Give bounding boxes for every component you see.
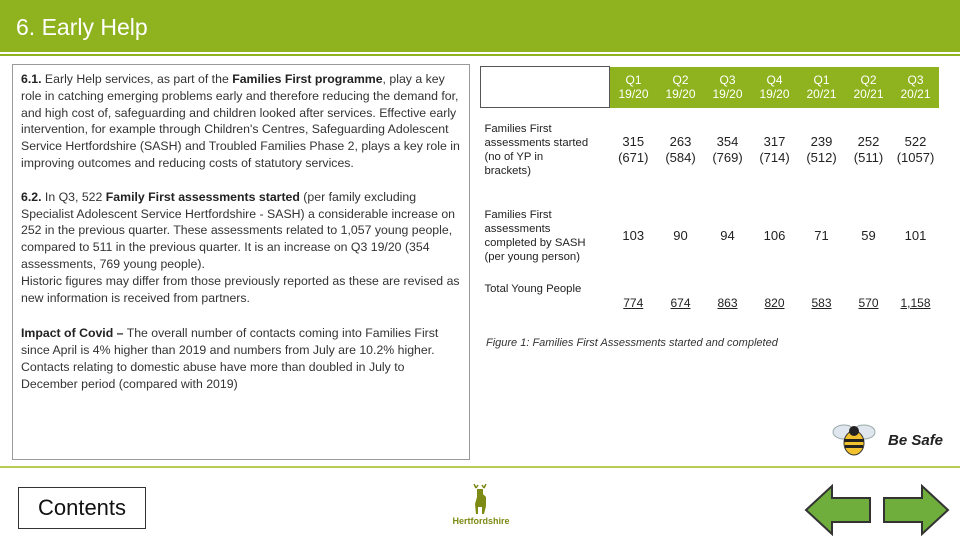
contents-button[interactable]: Contents [18, 487, 146, 529]
table-corner-cell [481, 67, 610, 108]
hertfordshire-logo [448, 484, 514, 528]
table-cell: 674 [670, 296, 691, 310]
table-cell: 863 [717, 296, 738, 310]
column-header: Q3 19/20 [704, 67, 751, 108]
table-row [481, 108, 940, 193]
table-cell: 239 (512) [806, 133, 837, 165]
stag-icon [448, 484, 514, 516]
column-header: Q1 19/20 [610, 67, 658, 108]
paragraph-emphasis: Families First programme [232, 72, 383, 86]
table-cell: 103 [622, 228, 645, 243]
paragraph-emphasis: Impact of Covid – [21, 326, 124, 341]
table-cell: 317 (714) [759, 133, 790, 165]
paragraph-text: (per family excluding Specialist Adolescent Service Hertfordshire - SASH) a considerable increase on 252 in the previous quarter. These assessments related to 1,057 young people, compared to 511 in the previous quarter. It is an increase on Q3 19/20 (354 assessments, 769 young people). [21, 189, 456, 271]
logo-text: Hertfordshire [452, 516, 510, 526]
narrative-panel [12, 64, 470, 460]
paragraph-covid-impact [21, 325, 461, 392]
page-header [0, 0, 960, 56]
table-row [481, 192, 940, 280]
paragraph-number: 6.1. [21, 72, 42, 86]
row-label: Families First assessments completed by SASH (per young person) [484, 209, 586, 263]
column-header: Q1 20/21 [798, 67, 845, 108]
table-header-row [481, 67, 940, 108]
table-cell: 315 (671) [618, 133, 649, 165]
figure-caption: Figure 1: Families First Assessments started and completed [486, 337, 778, 349]
table-cell: 71 [814, 228, 829, 243]
paragraph-text: The overall number of contacts coming into Families First since April is 4% higher than 2019 and numbers from July are 10.2% higher. Contacts relating to domestic abuse have more than doubled in July to December period (compared with 2019) [21, 326, 439, 391]
table-cell: 101 [904, 228, 927, 243]
column-header: Q2 19/20 [657, 67, 704, 108]
page-title: 6. Early Help [16, 14, 148, 40]
table-cell: 106 [763, 228, 786, 243]
paragraph-text: Early Help services, as part of the [41, 72, 233, 86]
row-label: Families First assessments started (no of YP in brackets) [484, 123, 589, 177]
column-header: Q2 20/21 [845, 67, 892, 108]
table-cell: 570 [858, 296, 879, 310]
right-arrow-icon[interactable] [880, 484, 950, 536]
paragraph-6-2 [21, 189, 461, 307]
table-cell: 90 [673, 228, 688, 243]
table-cell: 252 (511) [853, 133, 884, 165]
header-divider [0, 52, 960, 54]
be-safe-badge [826, 420, 956, 460]
column-header: Q3 20/21 [892, 67, 939, 108]
table-cell: 354 (769) [712, 133, 743, 165]
paragraph-emphasis: Family First assessments started [105, 189, 300, 204]
table-cell: 522 (1057) [896, 133, 935, 165]
paragraph-text: , play a key role in catching emerging problems early and therefore reducing the demand for, and high cost of, safeguarding and children looked after services. Effective early intervention, for example through Children's Centres, Safeguarding Adolescent Service Hertfordshire (SASH) and Troubled Families Phase 2, plays a key role in improving outcomes and reducing costs of statutory services. [21, 72, 460, 170]
table-cell: 820 [764, 296, 785, 310]
table-cell: 1,158 [900, 296, 931, 310]
assessments-table [480, 66, 939, 326]
table-cell: 59 [861, 228, 876, 243]
be-safe-label: Be Safe [888, 432, 944, 449]
left-arrow-icon[interactable] [804, 484, 874, 536]
row-label: Total Young People [484, 283, 582, 295]
footer-divider [0, 466, 960, 468]
paragraph-note: Historic figures may differ from those previously reported as these are revised as new information is received from partners. [21, 273, 460, 305]
table-row [481, 280, 940, 326]
table-cell: 583 [811, 296, 832, 310]
table-cell: 263 (584) [665, 133, 696, 165]
bee-icon [826, 422, 882, 458]
paragraph-number: 6.2. [21, 189, 42, 204]
paragraph-text: In Q3, 522 [41, 189, 106, 204]
paragraph-6-1 [21, 71, 461, 172]
table-cell: 774 [623, 296, 644, 310]
column-header: Q4 19/20 [751, 67, 798, 108]
table-cell: 94 [720, 228, 735, 243]
